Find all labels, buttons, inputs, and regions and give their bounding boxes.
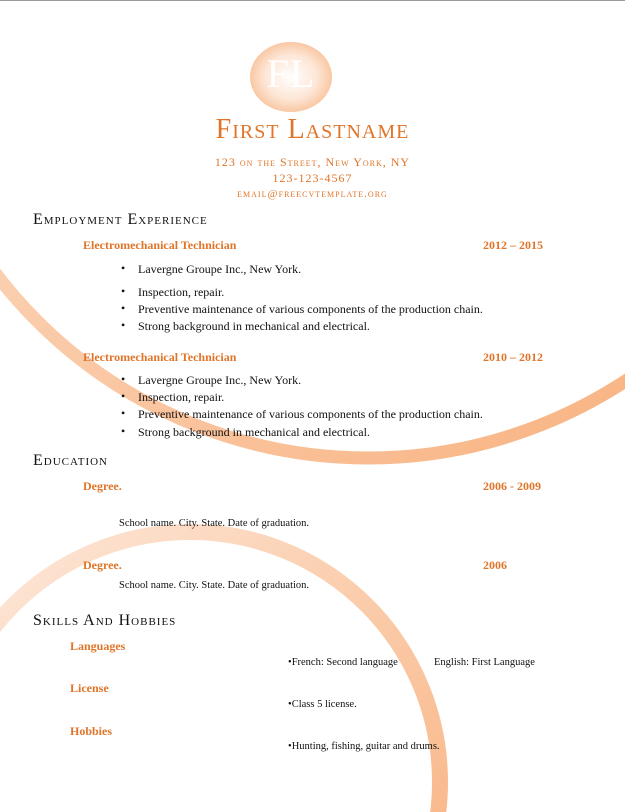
bullet-text: Preventive maintenance of various components of the production chain. bbox=[138, 407, 483, 421]
monogram-initials: FL bbox=[266, 51, 316, 96]
skill-extra: English: First Language bbox=[434, 657, 535, 668]
list-item bbox=[121, 406, 483, 422]
list-item bbox=[121, 284, 225, 300]
bullet-icon: • bbox=[288, 657, 292, 668]
list-item bbox=[288, 741, 440, 752]
bullet-text: Preventive maintenance of various components of the production chain. bbox=[138, 302, 483, 316]
list-item bbox=[121, 372, 302, 388]
bullet-icon: • bbox=[288, 699, 292, 710]
bullet-icon: • bbox=[121, 261, 126, 275]
bullet-icon: • bbox=[121, 372, 126, 386]
candidate-name: First Lastname bbox=[215, 114, 410, 145]
bullet-text: Inspection, repair. bbox=[138, 390, 225, 404]
list-item bbox=[121, 318, 370, 334]
bullet-icon: • bbox=[121, 389, 126, 403]
skill-label: Hobbies bbox=[70, 724, 113, 738]
job-dates: 2012 – 2015 bbox=[483, 238, 543, 252]
lower-ring bbox=[0, 532, 440, 812]
list-item bbox=[121, 389, 225, 405]
address-line: 123 on the Street, New York, NY bbox=[214, 155, 411, 169]
bullet-icon: • bbox=[121, 301, 126, 315]
job-title: Electromechanical Technician bbox=[83, 238, 237, 252]
list-item bbox=[288, 699, 357, 710]
list-item bbox=[288, 657, 398, 668]
employment-heading: Employment Experience bbox=[33, 211, 208, 228]
list-item bbox=[121, 261, 302, 277]
education-heading: Education bbox=[33, 452, 108, 469]
skill-text: Class 5 license. bbox=[291, 699, 357, 710]
bullet-icon: • bbox=[121, 284, 126, 298]
school-line: School name. City. State. Date of graduation. bbox=[119, 580, 310, 591]
job-dates: 2010 – 2012 bbox=[483, 350, 543, 364]
bullet-text: Strong background in mechanical and electrical. bbox=[138, 425, 370, 439]
list-item bbox=[121, 424, 370, 440]
degree-dates: 2006 - 2009 bbox=[483, 479, 541, 493]
skill-label: Languages bbox=[70, 639, 126, 653]
skill-text: French: Second language bbox=[291, 657, 398, 668]
skill-text: Hunting, fishing, guitar and drums. bbox=[291, 741, 440, 752]
bullet-icon: • bbox=[121, 318, 126, 332]
bullet-text: Lavergne Groupe Inc., New York. bbox=[138, 373, 302, 387]
degree-title: Degree. bbox=[83, 558, 122, 572]
job-title: Electromechanical Technician bbox=[83, 350, 237, 364]
bullet-text: Strong background in mechanical and electrical. bbox=[138, 319, 370, 333]
phone-line: 123-123-4567 bbox=[272, 171, 353, 185]
bullet-icon: • bbox=[288, 741, 292, 752]
list-item bbox=[121, 301, 483, 317]
bullet-text: Lavergne Groupe Inc., New York. bbox=[138, 262, 302, 276]
bullet-icon: • bbox=[121, 406, 126, 420]
bullet-icon: • bbox=[121, 424, 126, 438]
monogram-badge bbox=[250, 42, 332, 112]
skills-heading: Skills And Hobbies bbox=[33, 612, 177, 629]
degree-dates: 2006 bbox=[483, 558, 507, 572]
email-line: email@freecvtemplate.org bbox=[237, 188, 388, 200]
school-line: School name. City. State. Date of graduation. bbox=[119, 518, 310, 529]
skill-label: License bbox=[70, 681, 109, 695]
bullet-text: Inspection, repair. bbox=[138, 285, 225, 299]
degree-title: Degree. bbox=[83, 479, 122, 493]
